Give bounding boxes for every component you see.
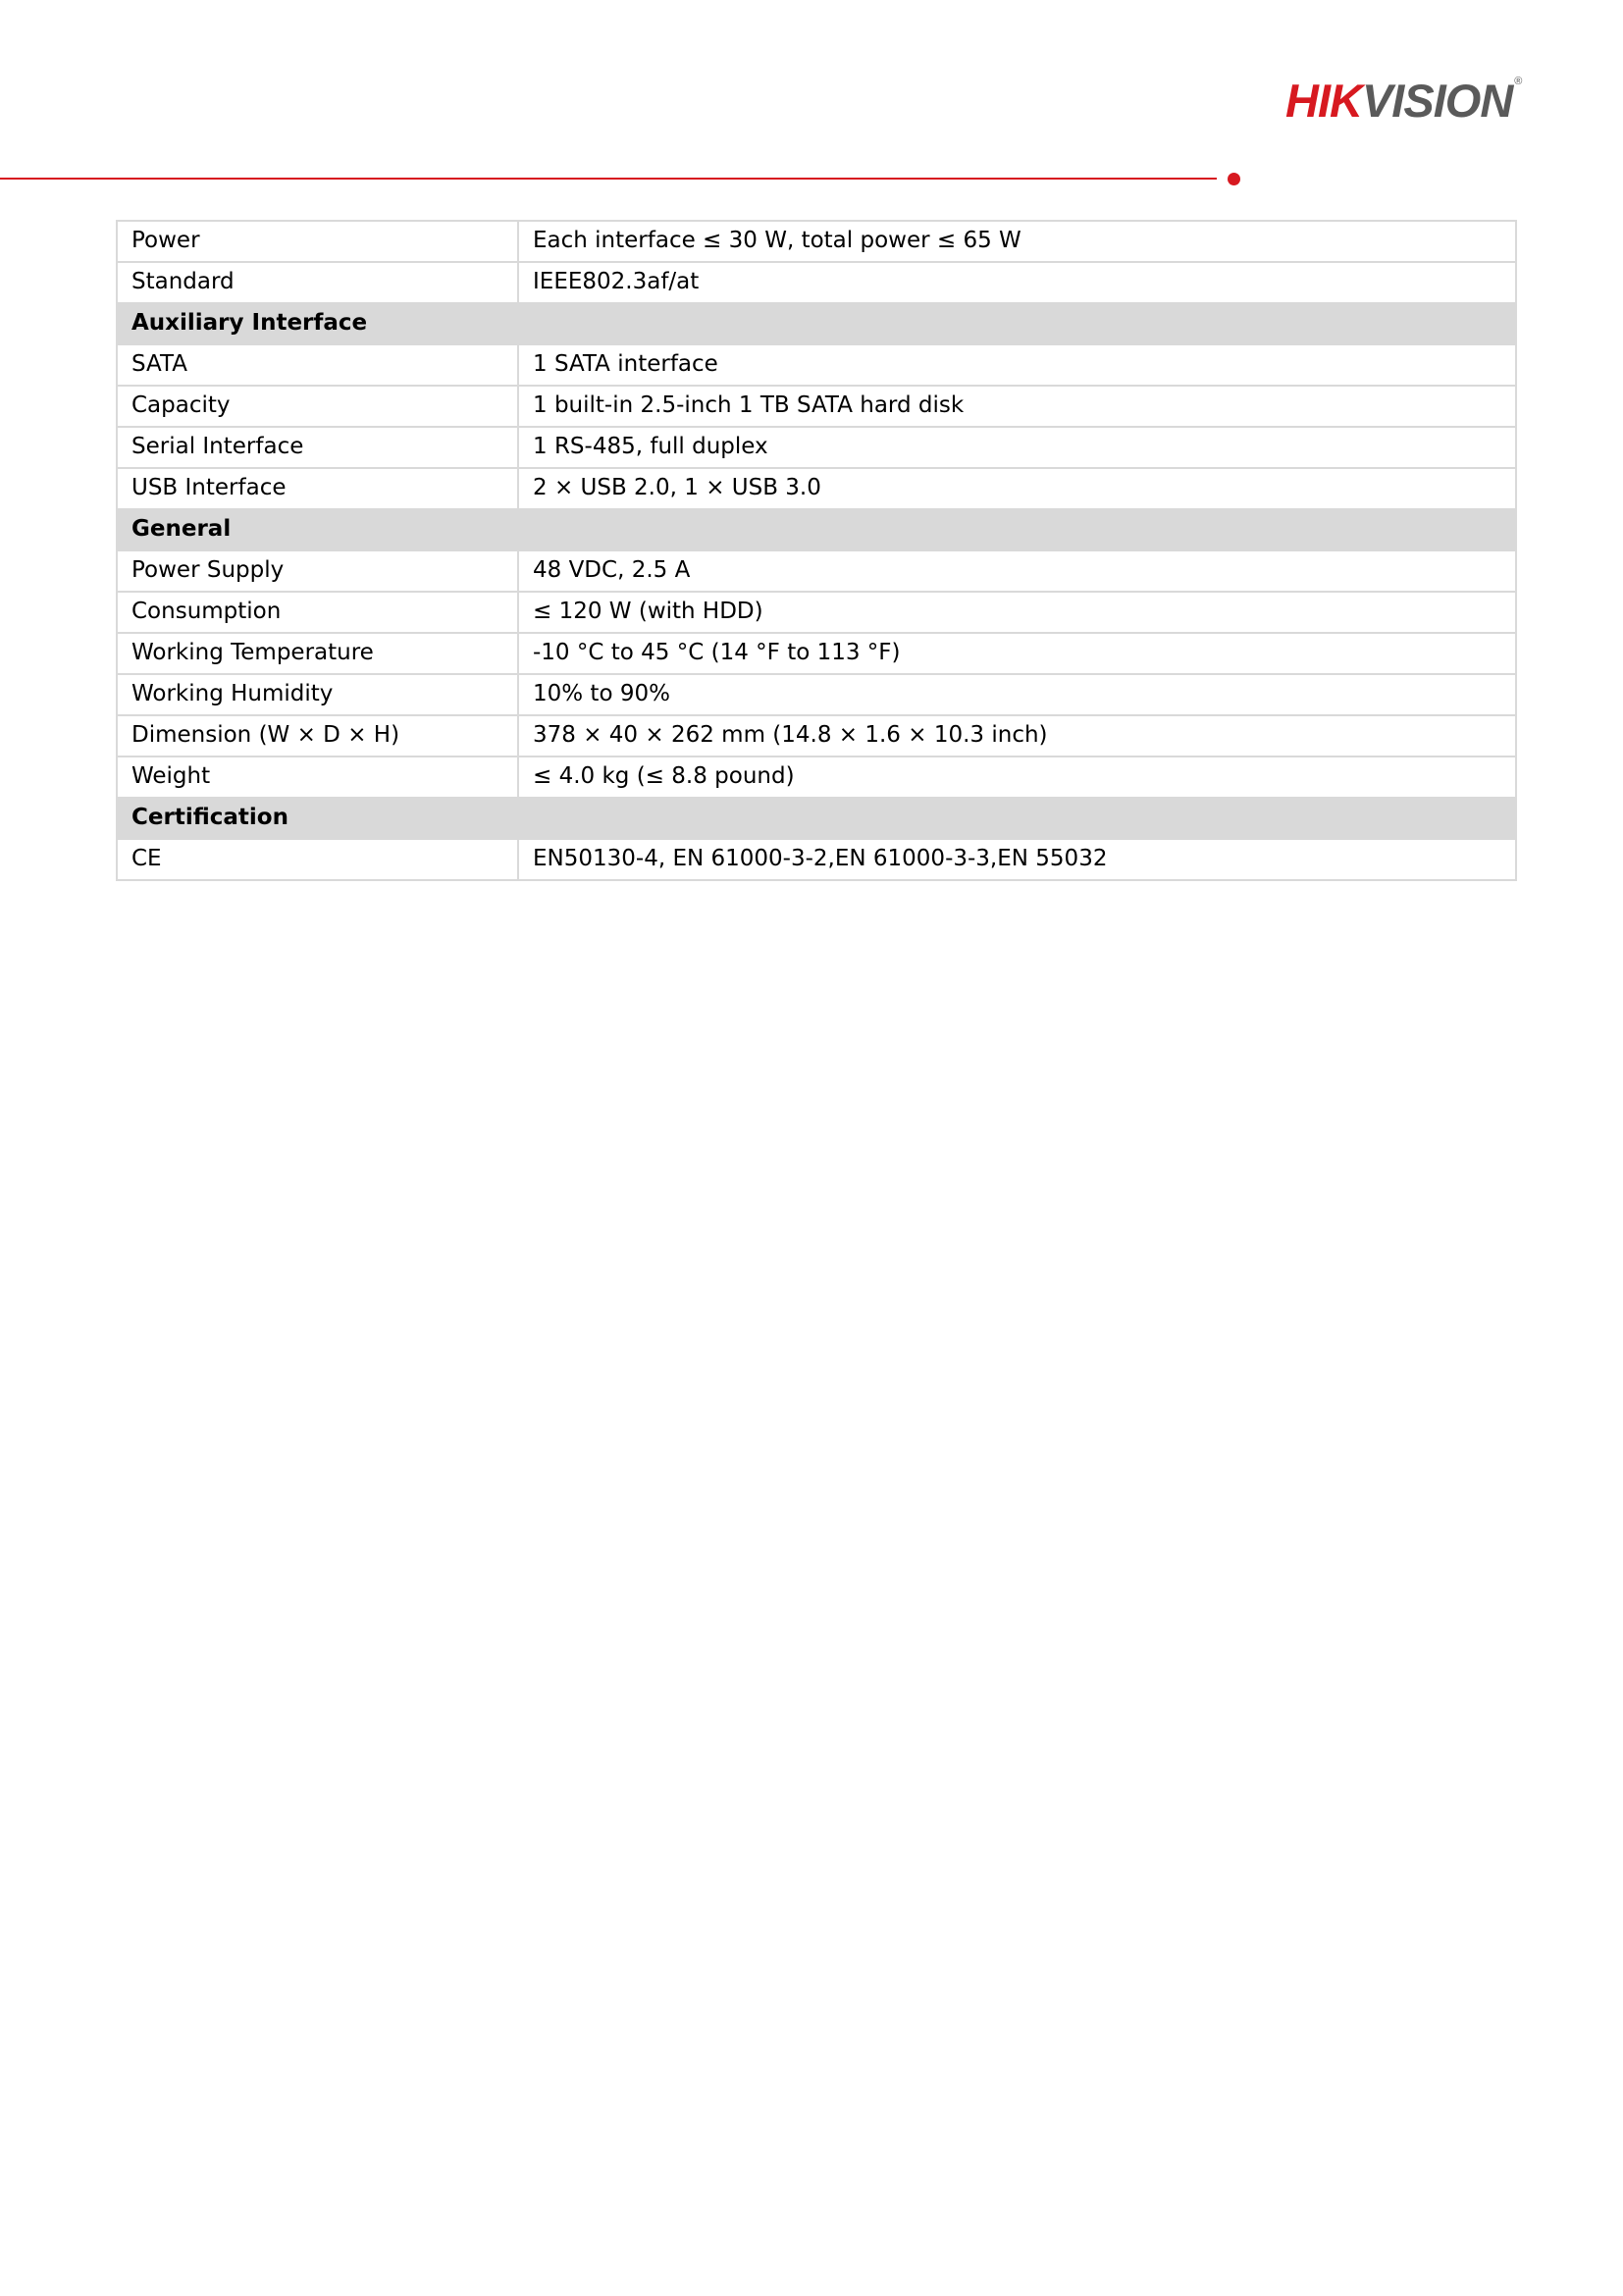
spec-value: ≤ 4.0 kg (≤ 8.8 pound) [518, 757, 1516, 798]
spec-label: Capacity [117, 386, 518, 427]
header-divider-line [0, 178, 1217, 180]
section-header-row [117, 303, 1516, 344]
spec-value: 48 VDC, 2.5 A [518, 550, 1516, 592]
spec-value: 1 SATA interface [518, 344, 1516, 386]
table-row [117, 386, 1516, 427]
spec-value: 1 built-in 2.5-inch 1 TB SATA hard disk [518, 386, 1516, 427]
table-row [117, 344, 1516, 386]
spec-value: EN50130-4, EN 61000-3-2,EN 61000-3-3,EN 55032 [518, 839, 1516, 880]
logo-text-hik: HIK [1285, 75, 1362, 127]
spec-value: 10% to 90% [518, 674, 1516, 715]
spec-value: -10 °C to 45 °C (14 °F to 113 °F) [518, 633, 1516, 674]
spec-value: 2 × USB 2.0, 1 × USB 3.0 [518, 468, 1516, 509]
section-title: Auxiliary Interface [117, 303, 1516, 344]
table-row [117, 221, 1516, 262]
spec-label: Power Supply [117, 550, 518, 592]
spec-label: Standard [117, 262, 518, 303]
spec-value: Each interface ≤ 30 W, total power ≤ 65 W [518, 221, 1516, 262]
logo-text-vision: VISION [1361, 75, 1513, 127]
table-row [117, 262, 1516, 303]
table-row [117, 674, 1516, 715]
spec-value: ≤ 120 W (with HDD) [518, 592, 1516, 633]
spec-value: 1 RS-485, full duplex [518, 427, 1516, 468]
spec-label: SATA [117, 344, 518, 386]
spec-label: Consumption [117, 592, 518, 633]
table-row [117, 592, 1516, 633]
spec-label: USB Interface [117, 468, 518, 509]
specification-table [116, 220, 1517, 881]
section-header-row [117, 798, 1516, 839]
header-divider-dot [1228, 173, 1240, 185]
table-row [117, 550, 1516, 592]
table-row [117, 427, 1516, 468]
spec-label: Power [117, 221, 518, 262]
spec-value: IEEE802.3af/at [518, 262, 1516, 303]
table-row [117, 839, 1516, 880]
section-header-row [117, 509, 1516, 550]
spec-value: 378 × 40 × 262 mm (14.8 × 1.6 × 10.3 inch) [518, 715, 1516, 757]
table-row [117, 715, 1516, 757]
spec-label: Weight [117, 757, 518, 798]
table-row [117, 757, 1516, 798]
spec-label: Dimension (W × D × H) [117, 715, 518, 757]
spec-label: CE [117, 839, 518, 880]
table-row [117, 633, 1516, 674]
spec-label: Serial Interface [117, 427, 518, 468]
registered-mark: ® [1514, 76, 1522, 87]
table-row [117, 468, 1516, 509]
spec-label: Working Temperature [117, 633, 518, 674]
spec-label: Working Humidity [117, 674, 518, 715]
section-title: Certification [117, 798, 1516, 839]
hikvision-logo [1285, 71, 1522, 127]
section-title: General [117, 509, 1516, 550]
